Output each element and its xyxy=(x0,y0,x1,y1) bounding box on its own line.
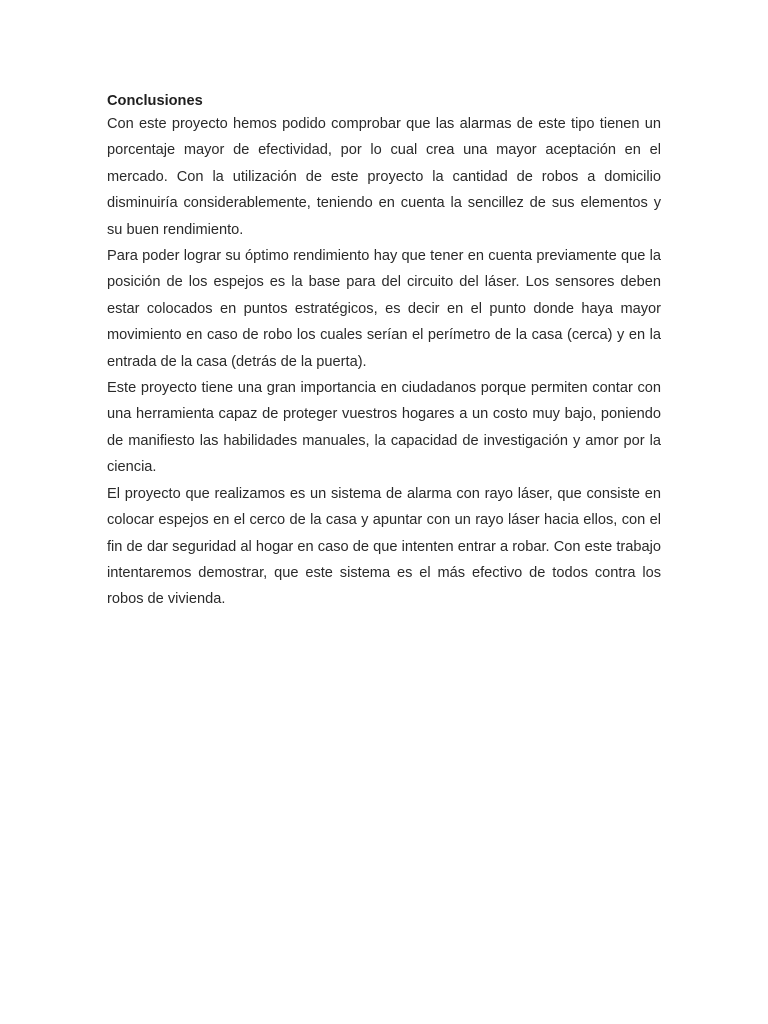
paragraph-1: Con este proyecto hemos podido comprobar que las alarmas de este tipo tienen un porcentaje mayor de efectividad, por lo cual crea una mayor aceptación en el mercado. Con la utilización de este proyecto la cantidad de robos a domicilio disminuiría considerablemente, teniendo en cuenta la sencillez de sus elementos y su buen rendimiento. xyxy=(107,116,661,238)
section-heading: Conclusiones xyxy=(107,93,203,109)
paragraph-4: El proyecto que realizamos es un sistema de alarma con rayo láser, que consiste en colocar espejos en el cerco de la casa y apuntar con un rayo láser hacia ellos, con el fin de dar seguridad al hogar en caso de que intenten entrar a robar. Con este trabajo intentaremos demostrar, que este sistema es el más efectivo de todos contra los robos de vivienda. xyxy=(107,485,661,608)
paragraph-2: Para poder lograr su óptimo rendimiento hay que tener en cuenta previamente que la posición de los espejos es la base para del circuito del láser. Los sensores deben estar colocados en puntos estratégicos, es decir en el punto donde haya mayor movimiento en caso de robo los cuales serían el perímetro de la casa (cerca) y en la entrada de la casa (detrás de la puerta). xyxy=(107,248,661,370)
document-body xyxy=(107,91,661,613)
paragraph-3: Este proyecto tiene una gran importancia en ciudadanos porque permiten contar con una herramienta capaz de proteger vuestros hogares a un costo muy bajo, poniendo de manifiesto las habilidades manuales, la capacidad de investigación y amor por la ciencia. xyxy=(107,380,661,476)
